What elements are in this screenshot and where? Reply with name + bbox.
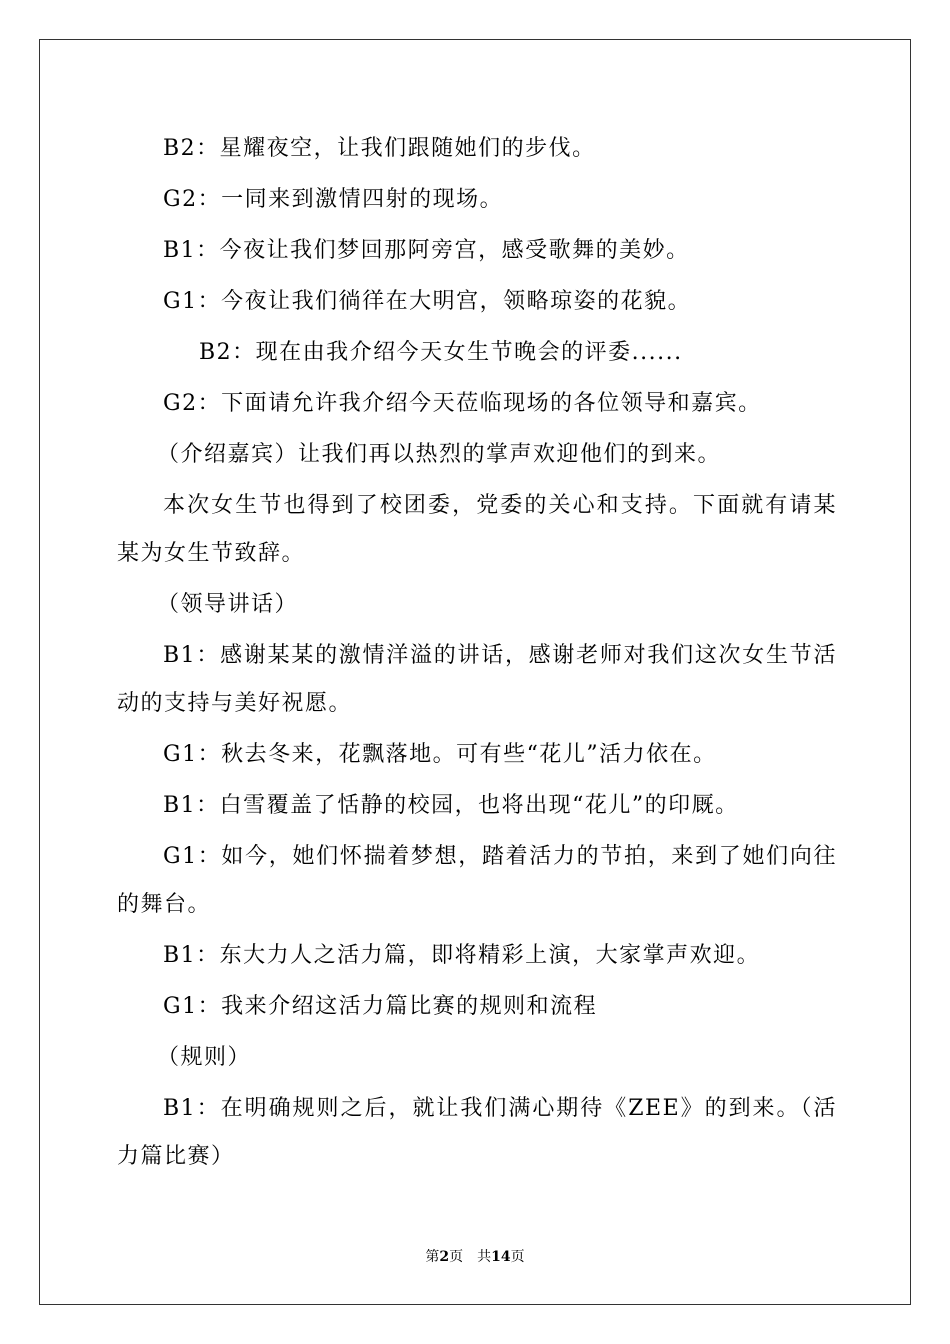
paragraph-2: G2：一同来到激情四射的现场。 (163, 187, 504, 212)
paragraph-15: G1：我来介绍这活力篇比赛的规则和流程 (163, 994, 598, 1019)
paragraph-5: B2：现在由我介绍今天女生节晚会的评委...... (199, 340, 683, 365)
footer-mid: 页 共 (449, 1249, 492, 1265)
paragraph-10: B1：感谢某某的激情洋溢的讲话，感谢老师对我们这次女生节活动的支持与美好祝愿。 (117, 643, 837, 716)
document-body (117, 125, 837, 1184)
paragraph-9: （领导讲话） (157, 592, 299, 617)
paragraph-11: G1：秋去冬来，花飘落地。可有些“花儿”活力依在。 (163, 742, 717, 767)
footer-page-number: 2 (439, 1249, 450, 1265)
paragraph-16: （规则） (157, 1045, 252, 1070)
footer-prefix: 第 (425, 1249, 440, 1265)
paragraph-12: B1：白雪覆盖了恬静的校园，也将出现“花儿”的印厩。 (163, 793, 739, 818)
paragraph-7: （介绍嘉宾）让我们再以热烈的掌声欢迎他们的到来。 (157, 442, 722, 467)
paragraph-6: G2：下面请允许我介绍今天莅临现场的各位领导和嘉宾。 (163, 391, 762, 416)
paragraph-1: B2：星耀夜空，让我们跟随她们的步伐。 (163, 136, 596, 161)
paragraph-17: B1：在明确规则之后，就让我们满心期待《ZEE》的到来。（活力篇比赛） (117, 1096, 837, 1169)
footer-total-pages: 14 (491, 1249, 511, 1265)
footer-suffix: 页 (510, 1249, 525, 1265)
paragraph-4: G1：今夜让我们徜徉在大明宫，领略琼姿的花貌。 (163, 289, 692, 314)
paragraph-3: B1：今夜让我们梦回那阿旁宫，感受歌舞的美妙。 (163, 238, 690, 263)
page-footer (0, 1246, 950, 1266)
paragraph-14: B1：东大力人之活力篇，即将精彩上演，大家掌声欢迎。 (163, 943, 761, 968)
paragraph-13: G1：如今，她们怀揣着梦想，踏着活力的节拍，来到了她们向往的舞台。 (117, 844, 837, 917)
paragraph-8: 本次女生节也得到了校团委，党委的关心和支持。下面就有请某某为女生节致辞。 (117, 493, 837, 566)
